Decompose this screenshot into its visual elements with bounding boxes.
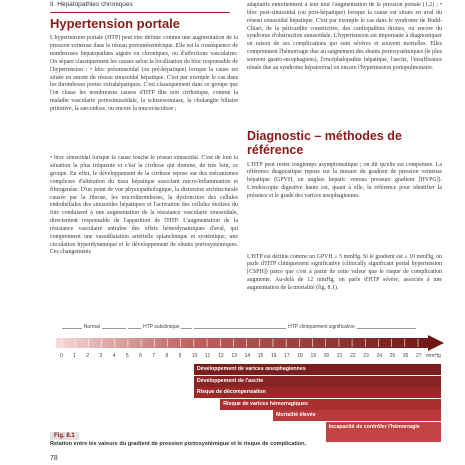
event-bar: Mortalité élevée xyxy=(273,410,441,421)
zone-label: HTP cliniquement significative xyxy=(288,324,355,330)
scale-tick-label: 12 xyxy=(218,353,224,359)
scale-tick-label: 13 xyxy=(231,353,237,359)
figure-scale-ticks xyxy=(62,353,442,363)
scale-tick-label: 1 xyxy=(73,353,76,359)
scale-tick-label: 9 xyxy=(178,353,182,359)
scale-tick-label: 7 xyxy=(152,353,156,359)
scale-tick-label: 14 xyxy=(244,353,251,359)
right-paragraph-3: L'HTP est définie comme un GPVH ≥ 5 mmHg. Si le gradient est ≥ 10 mmHg, on parle d'HTP cliniquement significative (clinically significant portal hypertension [CSPH]) parce que c'est à partir de cette valeur que le risque de complication augmente. Au-delà de 12 mmHg, on parle d'HTP sévère, associée à une augmentation de la mortalité (fig. 8.1). xyxy=(247,253,442,291)
event-bar: Risque de décompensation xyxy=(194,387,441,398)
event-bar: Incapacité de contrôler l'hémorragie xyxy=(326,422,441,442)
scale-tick-label: 24 xyxy=(376,353,382,359)
scale-tick-label: 5 xyxy=(125,353,129,359)
figure-zone-labels xyxy=(62,322,442,334)
figure-pressure-gradient xyxy=(50,322,445,430)
scale-tick-label: 23 xyxy=(363,353,369,359)
scale-tick-label: 2 xyxy=(86,353,90,359)
scale-tick-label: 26 xyxy=(402,353,409,359)
zone-label: HTP subclinique xyxy=(143,324,180,330)
scale-tick-label: 15 xyxy=(257,353,264,359)
scale-tick-label: 4 xyxy=(112,353,116,359)
right-paragraph-2: L'HTP peut rester longtemps asymptomatique ; on dit qu'elle est compensée. La référence diagnostique repose sur la mesure du gradient de pression veineuse hépatique (GPVH, en anglais hepatic venous pressure gradient [HVPG]). L'endoscopie digestive haute est, quant à elle, la référence pour identifier la présence et le grade des varices œsophagiennes. xyxy=(247,161,442,199)
section-heading-hypertension: Hypertension portale xyxy=(50,16,181,31)
figure-caption: Relation entre les valeurs du gradient de pression portosystémique et le risque de complication. xyxy=(50,441,307,447)
gradient-arrow-bar xyxy=(56,335,446,351)
zone-label: Normal xyxy=(83,324,100,330)
left-paragraph-1: L'hypertension portale (HTP) peut être définie comme une augmentation de la pression veineuse dans le réseau portomésentérique. Elle est la conséquence de nombreuses hépatopathies aiguës ou chroniques, ou d'affections vasculaires. On sépare classiquement les causes selon la localisation du bloc responsable de l'hypertension : • bloc présinusoïdal (ou pré-hépatique) lorsque la cause est située en amont du réseau sinusoïdal hépatique. C'est par exemple le cas dans les thromboses portes extrahépatiques. C'est classiquement dans ce groupe que l'on classe les nombreuses causes d'HTP dite non cirrhotique, comme la maladie vasculaire portosinusoïdale, la schistosomiase, la cholangite biliaire primitive, la sarcoïdose, ou encore la mucoviscidose ; xyxy=(50,35,238,112)
scale-tick-label: 8 xyxy=(165,353,169,359)
scale-tick-label: 3 xyxy=(99,353,103,359)
scale-tick-label: 18 xyxy=(297,353,303,359)
scale-tick-label: 10 xyxy=(191,353,198,359)
right-paragraph-1: adaptatifs entretiennent à leur tour l'augmentation de la pression portale [1,2] ; • bloc post-sinusoïdal (ou post-hépatique) lorsque la cause est située en aval du réseau sinusoïdal hépatique. C'est par exemple le cas dans le syndrome de Budd-Chiari, de la péricardite constrictive, des cardiopathies droites, ou encore du syndrome d'obstruction sinusoïdale. L'hypertension est importante à diagnostiquer en raison de ses complications qui sont sévères et souvent mortelles. Elles comprennent l'hémorragie due au saignement des shunts portosystémiques (le plus souvent gastro-œsophagiens), l'encéphalopathie hépatique, l'ascite, l'insuffisance rénale due au syndrome hépatorénal ou encore l'hypertension portopulmonaire. xyxy=(247,2,442,71)
left-paragraph-2: • bloc sinusoïdal lorsque la cause touche le réseau sinusoïdal. C'est de loin la situation la plus fréquente et c'est la cirrhose qui domine, de très loin, ce groupe. En effet, le développement de la cirrhose repose sur des mécanismes complexes d'altération du tissu hépatique associant micro-inflammation et fibrogenèse. D'un point de vue physiopathologique, la distorsion architecturale causée par la fibrose, les microthromboses, la dysfonction des cellules endothéliales des sinusoïdes hépatiques et l'activation des cellules étoilées du foie conduisent à une augmentation de la résistance vasculaire sinusoïdale, directement responsable de l'apparition de l'HTP. L'augmentation de la résistance vasculaire entraîne des effets hémodynamiques d'aval, qui comprennent une vasodilatation artérielle splanchnique et systémique, une circulation hyperdynamique et le développement de shunts portosystémiques. Ces changements xyxy=(50,155,238,256)
scale-tick-label: 25 xyxy=(389,353,396,359)
section-heading-diagnostic: Diagnostic – méthodes de référence xyxy=(247,129,402,157)
scale-tick-label: 0 xyxy=(60,353,63,359)
gradient-arrow-shape xyxy=(56,335,444,351)
scale-tick-label: 11 xyxy=(205,353,211,359)
figure-caption-tag: Fig. 8.1 xyxy=(50,432,79,440)
scale-tick-label: 20 xyxy=(323,353,330,359)
figure-events xyxy=(50,364,445,440)
event-bar: Développement de l'ascite xyxy=(194,376,441,387)
scale-tick-label: 6 xyxy=(139,353,142,359)
scale-unit-label: mmHg xyxy=(426,353,441,359)
scale-tick-label: 16 xyxy=(270,353,277,359)
page-number: 78 xyxy=(50,455,58,462)
event-bar: Risque de varices hémorragiques xyxy=(220,399,441,410)
right-column xyxy=(247,2,442,304)
scale-tick-label: 21 xyxy=(336,353,343,359)
scale-tick-label: 27 xyxy=(416,353,422,359)
scale-tick-label: 22 xyxy=(350,353,356,359)
scale-tick-label: 17 xyxy=(284,353,290,359)
running-head: II. Hépatopathies chroniques xyxy=(50,0,230,13)
event-bar: Développement de varices œsophagiennes xyxy=(194,364,441,375)
scale-tick-label: 19 xyxy=(310,353,317,359)
left-column xyxy=(50,14,238,295)
